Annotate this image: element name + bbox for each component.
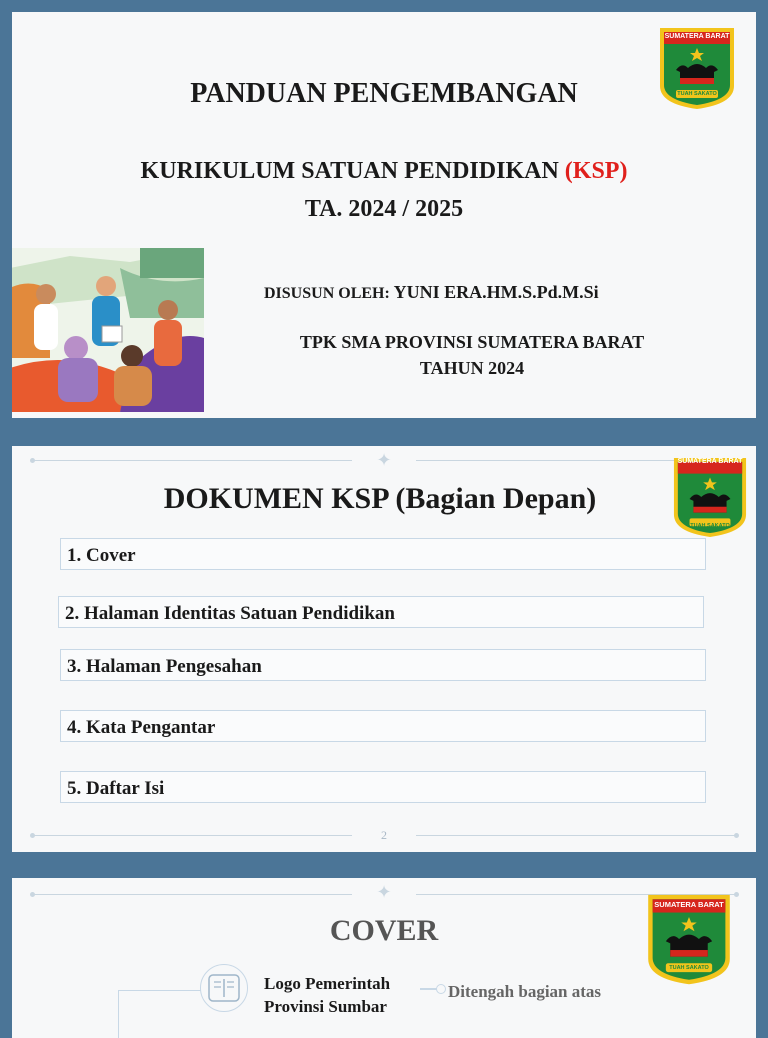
list-item[interactable]	[58, 596, 704, 628]
emblem-banner: SUMATERA BARAT	[664, 33, 730, 40]
sumbar-emblem	[658, 26, 736, 115]
sparkle-icon: ✦	[376, 882, 392, 903]
slide-1[interactable]	[12, 12, 756, 418]
page-number: 2	[381, 828, 387, 842]
top-divider-left	[34, 894, 352, 895]
author-line	[264, 282, 599, 303]
sumbar-emblem	[646, 892, 732, 991]
divider-dot	[734, 833, 739, 838]
list-item-label: 2. Halaman Identitas Satuan Pendidikan	[65, 603, 395, 624]
slide-3[interactable]	[12, 878, 756, 1038]
slide-title: PANDUAN PENGEMBANGAN	[190, 78, 578, 109]
emblem-motto: TUAH SAKATO	[690, 523, 730, 529]
teachers-illustration	[12, 248, 204, 412]
list-item-label: 1. Cover	[67, 545, 136, 566]
top-divider-left	[34, 460, 352, 461]
organization: TPK SMA PROVINSI SUMATERA BARAT	[299, 332, 645, 352]
list-item-label: 4. Kata Pengantar	[67, 717, 216, 738]
sparkle-icon: ✦	[376, 450, 392, 471]
emblem-motto: TUAH SAKATO	[677, 91, 717, 97]
node-label-line2: Provinsi Sumbar	[264, 997, 387, 1016]
list-item-label: 3. Halaman Pengesahan	[67, 656, 262, 677]
connector-dot	[436, 984, 446, 994]
list-item[interactable]	[60, 538, 706, 570]
slide-title: COVER	[329, 914, 439, 947]
subtitle-accent: (KSP)	[564, 158, 628, 184]
node-note: Ditengah bagian atas	[448, 982, 602, 1001]
book-icon	[200, 964, 248, 1012]
node-label-line1: Logo Pemerintah	[264, 974, 391, 993]
slide-2[interactable]	[12, 446, 756, 852]
list-item-label: 5. Daftar Isi	[67, 778, 165, 799]
sumbar-emblem	[672, 450, 748, 549]
list-item[interactable]	[60, 771, 706, 803]
emblem-banner: SUMATERA BARAT	[654, 900, 724, 909]
academic-year: TA. 2024 / 2025	[304, 196, 464, 222]
bottom-divider-right	[416, 835, 736, 836]
author-name: YUNI ERA.HM.S.Pd.M.Si	[393, 282, 599, 302]
slide-title: DOKUMEN KSP (Bagian Depan)	[163, 482, 597, 515]
slide-subtitle	[12, 158, 756, 185]
divider-dot	[734, 892, 739, 897]
list-item[interactable]	[60, 710, 706, 742]
author-label: DISUSUN OLEH:	[264, 285, 390, 302]
organization-year: TAHUN 2024	[419, 358, 525, 378]
list-item[interactable]	[60, 649, 706, 681]
emblem-banner: SUMATERA BARAT	[677, 458, 743, 465]
emblem-motto: TUAH SAKATO	[669, 965, 709, 971]
bottom-divider-left	[34, 835, 352, 836]
subtitle-main: KURIKULUM SATUAN PENDIDIKAN	[140, 158, 559, 184]
connector-line	[118, 990, 203, 1038]
node-label	[264, 972, 390, 1018]
